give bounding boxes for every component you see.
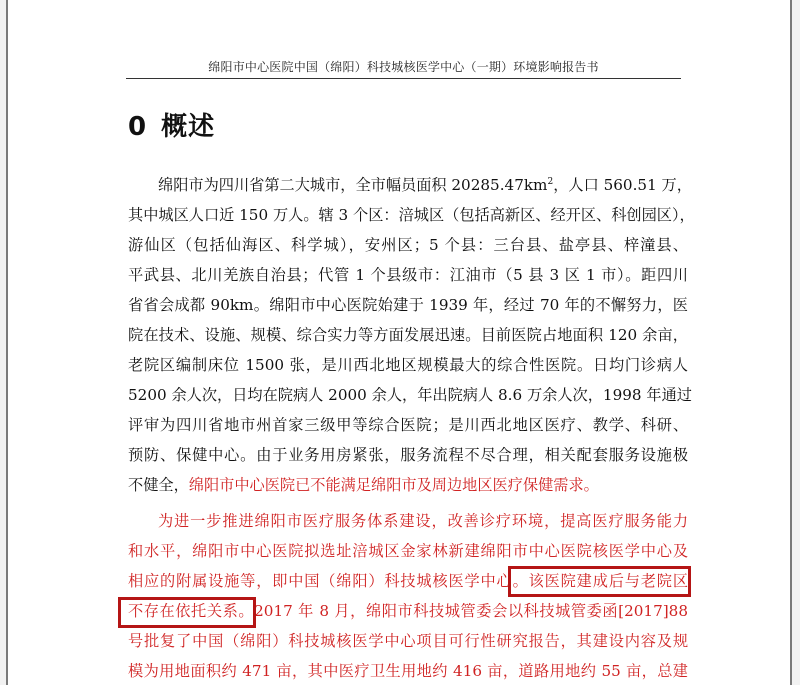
section-title: 概述 (161, 112, 216, 142)
text-line: 老院区编制床位 1500 张，是川西北地区规模最大的综合性医院。日均门诊病人 (128, 356, 688, 374)
superscript: 2 (547, 176, 554, 187)
section-heading (128, 106, 215, 143)
text-line (158, 170, 692, 200)
text-line: 5200 余人次，日均在院病人 2000 余人，年出院病人 8.6 万余人次，1998 年通过 (128, 386, 692, 404)
highlighted-text-span: 不存在依托关系。 (128, 602, 255, 620)
text-span: 相应的附属设施等，即中国（绵阳）科技城核医学中心。 (128, 572, 529, 590)
red-text-line: 为进一步推进绵阳市医疗服务体系建设，改善诊疗环境，提高医疗服务能力 (158, 512, 688, 530)
header-rule (126, 78, 681, 79)
red-text-line (128, 566, 688, 596)
text-line: 省省会成都 90km。绵阳市中心医院始建于 1939 年，经过 70 年的不懈努力，医 (128, 296, 688, 314)
red-text-line: 和水平，绵阳市中心医院拟选址涪城区金家林新建绵阳市中心医院核医学中心及 (128, 542, 688, 560)
text-span: 不健全， (128, 476, 189, 494)
text-line: 院在技术、设施、规模、综合实力等方面发展迅速。目前医院占地面积 120 余亩， (128, 326, 688, 344)
text-span: 2017 年 8 月，绵阳市科技城管委会以科技城管委函[2017]88 (254, 602, 689, 620)
text-line: 游仙区（包括仙海区、科学城），安州区；5 个县：三台县、盐亭县、梓潼县、 (128, 236, 688, 254)
highlighted-text-span: 该医院建成后与老院区 (528, 572, 689, 590)
text-span: 绵阳市为四川省第二大城市，全市幅员面积 20285.47km (158, 176, 548, 194)
text-line (128, 470, 688, 500)
red-text-line: 模为用地面积约 471 亩，其中医疗卫生用地约 416 亩，道路用地约 55 亩，总建 (128, 662, 688, 680)
red-text-span: 绵阳市中心医院已不能满足绵阳市及周边地区医疗保健需求。 (188, 476, 599, 494)
red-text-line (128, 596, 688, 626)
text-line: 评审为四川省地市州首家三级甲等综合医院；是川西北地区医疗、教学、科研、 (128, 416, 688, 434)
text-span: ，人口 560.51 万， (553, 176, 692, 194)
section-number: 0 (128, 112, 148, 142)
red-text-line: 号批复了中国（绵阳）科技城核医学中心项目可行性研究报告，其建设内容及规 (128, 632, 688, 650)
running-header: 绵阳市中心医院中国（绵阳）科技城核医学中心（一期）环境影响报告书 (208, 60, 599, 74)
document-page (6, 0, 792, 685)
text-line: 平武县、北川羌族自治县；代管 1 个县级市：江油市（5 县 3 区 1 市）。距四川 (128, 266, 688, 284)
text-line: 预防、保健中心。由于业务用房紧张，服务流程不尽合理，相关配套服务设施极 (128, 446, 688, 464)
text-line: 其中城区人口近 150 万人。辖 3 个区：涪城区（包括高新区、经开区、科创园区）， (128, 206, 695, 224)
